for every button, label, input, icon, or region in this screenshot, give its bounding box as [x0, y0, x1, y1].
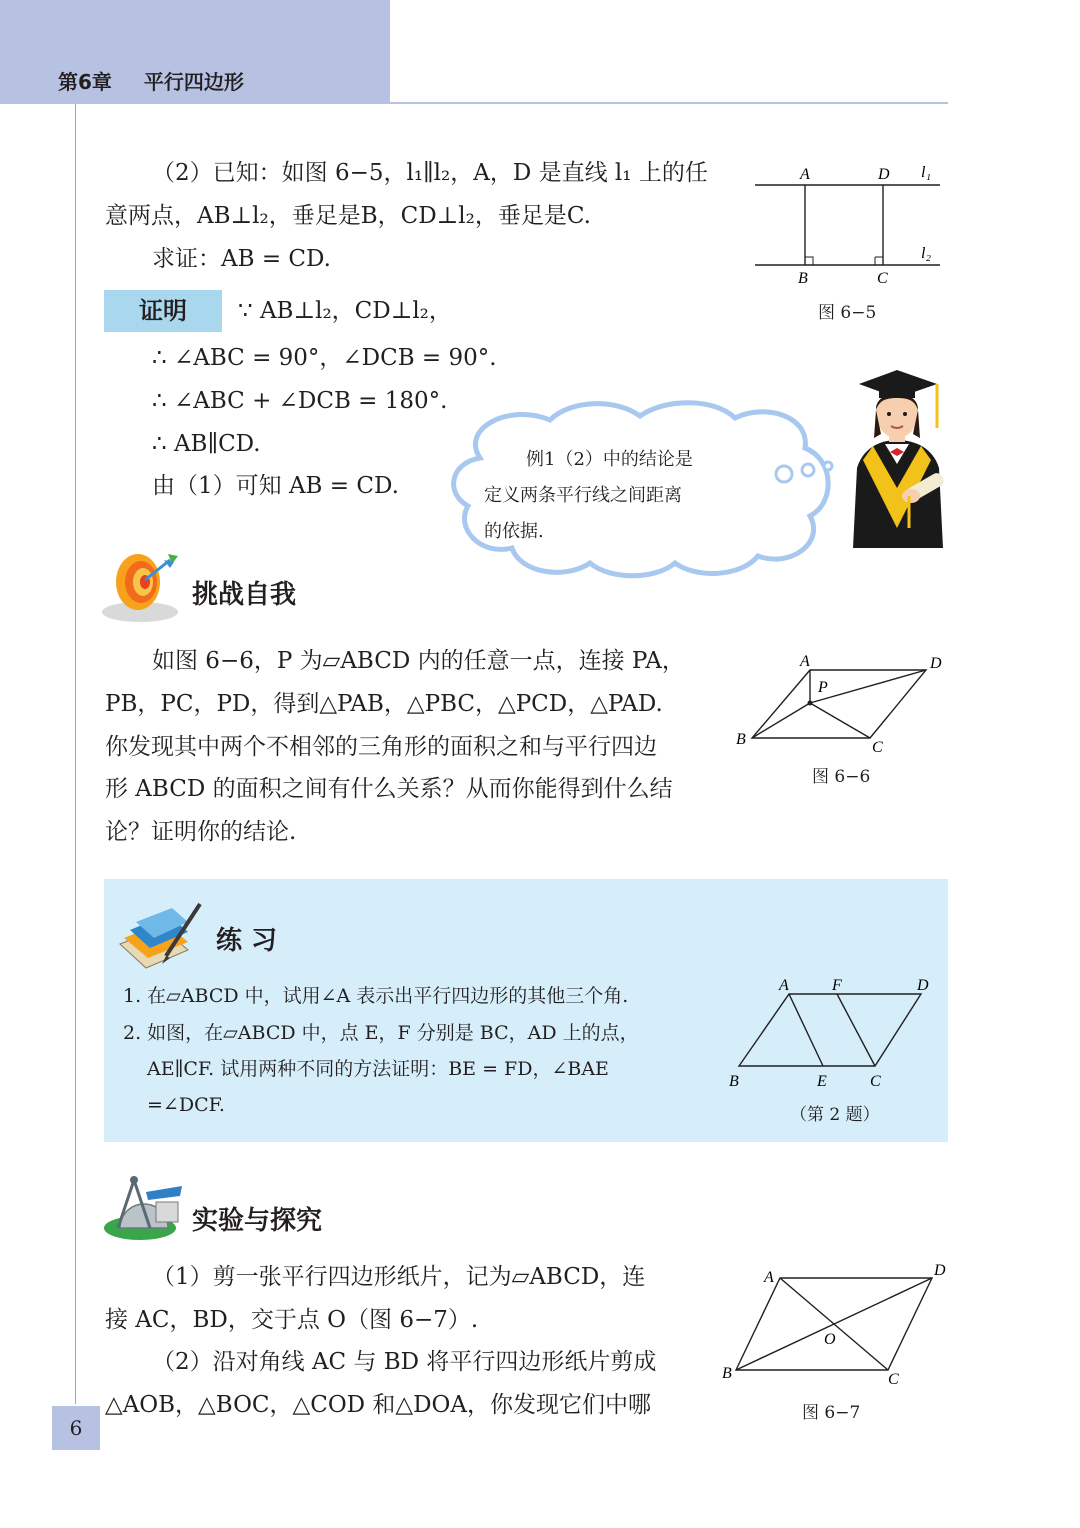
fig67-label-c: C — [888, 1371, 899, 1388]
fig67-label-b: B — [722, 1365, 732, 1382]
challenge-line-5: 论？证明你的结论. — [105, 819, 297, 845]
proof-step-5: 由（1）可知 AB = CD. — [152, 473, 399, 499]
graduate-student-illustration — [845, 368, 950, 548]
ex2-label-b: B — [729, 1073, 739, 1090]
chapter-number: 第6章 — [58, 70, 112, 94]
chapter-header — [58, 66, 244, 95]
proof-step-3: ∴ ∠ABC + ∠DCB = 180°. — [152, 388, 448, 414]
bubble-line-3: 的依据. — [484, 521, 544, 542]
experiment-line-2: 接 AC，BD，交于点 O（图 6−7）. — [105, 1307, 479, 1333]
exercise-heading: 练 习 — [216, 926, 278, 956]
experiment-line-3: （2）沿对角线 AC 与 BD 将平行四边形纸片剪成 — [152, 1349, 657, 1375]
exercise-2-caption: （第 2 题） — [790, 1105, 880, 1125]
experiment-heading: 实验与探究 — [192, 1206, 323, 1236]
compass-protractor-icon — [100, 1172, 186, 1244]
fig65-label-d: D — [878, 166, 890, 183]
exercise-line-4: =∠DCF. — [147, 1094, 225, 1116]
fig66-label-d: D — [930, 655, 942, 672]
proof-step-4: ∴ AB∥CD. — [152, 431, 261, 457]
fig65-label-l2: l₂ — [921, 245, 932, 262]
prove-line: 求证：AB = CD. — [152, 246, 331, 272]
experiment-line-4: △AOB，△BOC，△COD 和△DOA，你发现它们中哪 — [105, 1392, 652, 1418]
fig66-caption: 图 6−6 — [812, 767, 871, 787]
exercise-line-1: 1. 在▱ABCD 中，试用∠A 表示出平行四边形的其他三个角. — [123, 985, 629, 1007]
exercise-line-2: 2. 如图，在▱ABCD 中，点 E，F 分别是 BC，AD 上的点， — [123, 1022, 639, 1044]
page-number-box — [52, 1406, 100, 1450]
fig66-label-c: C — [872, 739, 883, 756]
fig67-label-o: O — [824, 1331, 836, 1348]
bubble-text — [484, 442, 693, 550]
figure-6-5 — [745, 155, 950, 300]
given-line-1: （2）已知：如图 6−5，l₁∥l₂，A，D 是直线 l₁ 上的任 — [152, 160, 708, 186]
fig66-label-a: A — [800, 653, 810, 670]
header-rule — [390, 102, 948, 104]
figure-6-6 — [730, 648, 950, 758]
proof-label-text: 证明 — [139, 297, 187, 325]
experiment-line-1: （1）剪一张平行四边形纸片，记为▱ABCD，连 — [152, 1264, 646, 1290]
ex2-label-a: A — [779, 977, 789, 994]
fig65-label-a: A — [800, 166, 810, 183]
fig67-label-a: A — [764, 1269, 774, 1286]
given-line-2: 意两点，AB⊥l₂，垂足是B，CD⊥l₂，垂足是C. — [105, 203, 591, 229]
fig66-label-p: P — [818, 679, 828, 696]
fig67-label-d: D — [934, 1262, 946, 1279]
chapter-title: 平行四边形 — [143, 70, 244, 94]
ex2-label-e: E — [817, 1073, 827, 1090]
exercise-line-3: AE∥CF. 试用两种不同的方法证明：BE = FD，∠BAE — [147, 1058, 609, 1080]
fig65-label-b: B — [798, 270, 808, 287]
fig65-label-c: C — [877, 270, 888, 287]
bubble-line-1: 例1（2）中的结论是 — [526, 449, 693, 470]
target-icon — [100, 546, 186, 626]
proof-step-2: ∴ ∠ABC = 90°，∠DCB = 90°. — [152, 345, 497, 371]
proof-step-1: ∵ AB⊥l₂，CD⊥l₂， — [238, 298, 452, 324]
fig65-caption: 图 6−5 — [818, 303, 877, 323]
fig65-label-l1: l₁ — [921, 164, 932, 181]
challenge-line-3: 你发现其中两个不相邻的三角形的面积之和与平行四边 — [105, 734, 657, 760]
challenge-line-2: PB，PC，PD，得到△PAB，△PBC，△PCD，△PAD. — [105, 691, 663, 717]
margin-rule — [75, 104, 76, 1404]
ex2-label-c: C — [870, 1073, 881, 1090]
fig66-label-b: B — [736, 731, 746, 748]
ex2-label-f: F — [832, 977, 842, 994]
exercise-2-figure — [725, 972, 947, 1092]
ex2-label-d: D — [917, 977, 929, 994]
figure-6-7 — [720, 1260, 950, 1390]
bubble-line-2: 定义两条平行线之间距离 — [484, 485, 682, 506]
challenge-heading: 挑战自我 — [192, 580, 297, 610]
fig67-caption: 图 6−7 — [802, 1403, 861, 1423]
proof-label — [104, 290, 222, 332]
challenge-line-4: 形 ABCD 的面积之间有什么关系？从而你能得到什么结 — [105, 776, 673, 802]
books-pencil-icon — [116, 900, 208, 972]
page-number: 6 — [69, 1416, 83, 1440]
challenge-line-1: 如图 6−6，P 为▱ABCD 内的任意一点，连接 PA， — [152, 648, 685, 674]
